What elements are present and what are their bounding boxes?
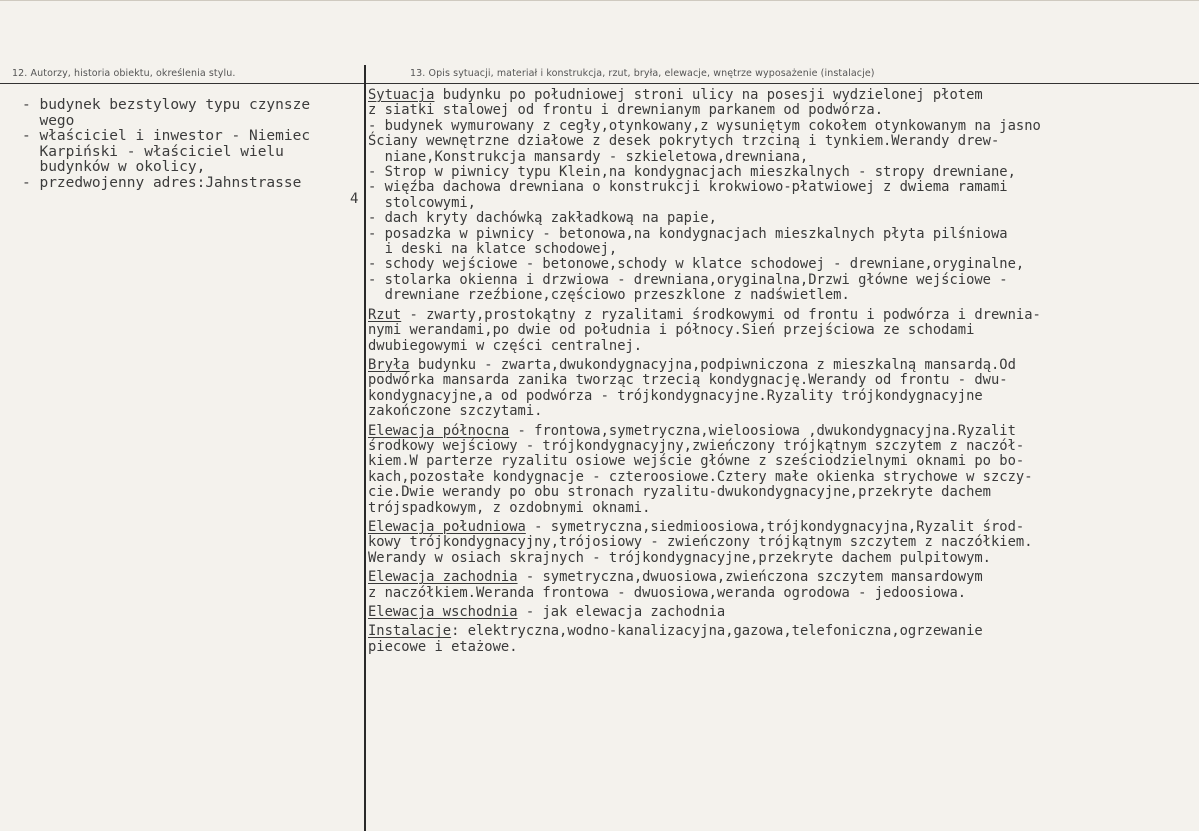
section-heading: Elewacja zachodnia	[368, 569, 518, 586]
paragraph-line: środkowy wejściowy - trójkondygnacyjny,zwieńczony trójkątnym szczytem z naczół-	[368, 437, 1025, 454]
left-column-line: - przedwojenny adres:Jahnstrasse	[22, 174, 302, 191]
left-column-line: Karpiński - właściciel wielu	[22, 143, 284, 160]
paragraph-text: : elektryczna,wodno-kanalizacyjna,gazowa,telefoniczna,ogrzewanie	[451, 623, 983, 640]
paragraph-line: - budynek wymurowany z cegły,otynkowany,z wysuniętym cokołem otynkowanym na jasno	[368, 117, 1041, 134]
paragraph-line	[368, 624, 1194, 639]
header-divider	[0, 83, 1199, 84]
right-column	[368, 88, 1194, 659]
paragraph-line: Ściany wewnętrzne działowe z desek pokrytych trzciną i tynkiem.Werandy drew-	[368, 133, 1000, 150]
section-heading: Elewacja południowa	[368, 518, 526, 535]
paragraph-line: z naczółkiem.Weranda frontowa - dwuosiowa,weranda ogrodowa - jedoosiowa.	[368, 584, 967, 601]
paragraph-line: - więźba dachowa drewniana o konstrukcji krokwiowo-płatwiowej z dwiema ramami	[368, 179, 1008, 196]
section-heading: Sytuacja	[368, 87, 435, 103]
paragraph-text: budynku po południowej stroni ulicy na posesji wydzielonej płotem	[434, 87, 983, 103]
paragraph-line: kowy trójkondygnacyjny,trójosiowy - zwieńczony trójkątnym szczytem z naczółkiem.	[368, 534, 1033, 551]
paragraph-line: cie.Dwie werandy po obu stronach ryzalitu-dwukondygnacyjne,przekryte dachem	[368, 484, 991, 501]
section-heading: Rzut	[368, 306, 402, 323]
section-heading: Elewacja wschodnia	[368, 604, 518, 620]
paragraph-text: budynku - zwarta,dwukondygnacyjna,podpiwniczona z mieszkalną mansardą.Od	[409, 356, 1016, 373]
left-column-header: 12. Autorzy, historia obiektu, określenia stylu.	[12, 68, 236, 79]
left-column-number: 4	[350, 191, 359, 207]
section-paragraph	[368, 88, 1194, 304]
paragraph-text: - zwarty,prostokątny z ryzalitami środkowymi od frontu i podwórza i drewnia-	[401, 306, 1041, 323]
left-column-line: - budynek bezstylowy typu czynsze	[22, 97, 311, 113]
paragraph-line	[368, 358, 1194, 373]
left-column-line: wego	[22, 112, 75, 129]
paragraph-line: podwórka mansarda zanika tworząc trzecią kondygnację.Werandy od frontu - dwu-	[368, 372, 1008, 389]
paragraph-text: - frontowa,symetryczna,wieloosiowa ,dwukondygnacyjna.Ryzalit	[509, 422, 1016, 439]
paragraph-line	[368, 424, 1194, 439]
paragraph-line: niane,Konstrukcja mansardy - szkieletowa,drewniana,	[368, 148, 809, 165]
paragraph-line	[368, 605, 1194, 620]
section-paragraph	[368, 520, 1194, 566]
paragraph-line: kondygnacyjne,a od podwórza - trójkondygnacyjne.Ryzality trójkondygnacyjne	[368, 387, 983, 404]
paragraph-line: - stolarka okienna i drzwiowa - drewniana,oryginalna,Drzwi główne wejściowe -	[368, 271, 1008, 288]
paragraph-line: stolcowymi,	[368, 194, 476, 211]
paragraph-line: kiem.W parterze ryzalitu osiowe wejście główne z sześciodzielnymi oknami po bo-	[368, 453, 1025, 470]
paragraph-line: - Strop w piwnicy typu Klein,na kondygnacjach mieszkalnych - stropy drewniane,	[368, 164, 1016, 181]
section-paragraph	[368, 424, 1194, 516]
paragraph-line: i deski na klatce schodowej,	[368, 241, 618, 258]
section-paragraph	[368, 605, 1194, 620]
section-heading: Instalacje	[368, 623, 452, 640]
paragraph-line: - schody wejściowe - betonowe,schody w klatce schodowej - drewniane,oryginalne,	[368, 256, 1025, 273]
paragraph-line	[368, 520, 1194, 535]
left-column-line: - właściciel i inwestor - Niemiec	[22, 128, 311, 145]
paragraph-line: - posadzka w piwnicy - betonowa,na kondygnacjach mieszkalnych płyta pilśniowa	[368, 225, 1008, 242]
paragraph-line: zakończone szczytami.	[368, 403, 543, 420]
section-heading: Elewacja północna	[368, 422, 510, 439]
section-paragraph	[368, 624, 1194, 655]
paragraph-text: - symetryczna,dwuosiowa,zwieńczona szczytem mansardowym	[517, 569, 983, 586]
section-paragraph	[368, 308, 1194, 354]
left-column	[22, 97, 364, 207]
left-column-line: budynków w okolicy,	[22, 159, 206, 176]
paragraph-line: dwubiegowymi w części centralnej.	[368, 337, 643, 354]
paragraph-line	[368, 570, 1194, 585]
paragraph-line: piecowe i etażowe.	[368, 638, 518, 655]
section-paragraph	[368, 358, 1194, 420]
paragraph-line: trójspadkowym, z ozdobnymi oknami.	[368, 499, 651, 516]
column-divider	[364, 65, 366, 831]
paragraph-line	[368, 88, 1194, 103]
paragraph-line	[368, 308, 1194, 323]
paragraph-line: nymi werandami,po dwie od południa i północy.Sień przejściowa ze schodami	[368, 322, 975, 339]
paragraph-line: - dach kryty dachówką zakładkową na papie,	[368, 210, 717, 227]
paragraph-line: z siatki stalowej od frontu i drewnianym parkanem od podwórza.	[368, 102, 883, 119]
paragraph-line: Werandy w osiach skrajnych - trójkondygnacyjne,przekryte dachem pulpitowym.	[368, 549, 991, 566]
paragraph-line: drewniane rzeźbione,częściowo przeszklone z nadświetlem.	[368, 287, 850, 304]
section-heading: Bryła	[368, 356, 410, 373]
right-column-header: 13. Opis sytuacji, materiał i konstrukcja, rzut, bryła, elewacje, wnętrze wyposażenie (instalacje)	[410, 68, 875, 79]
section-paragraph	[368, 570, 1194, 601]
paragraph-text: - jak elewacja zachodnia	[517, 604, 726, 620]
paragraph-text: - symetryczna,siedmioosiowa,trójkondygnacyjna,Ryzalit środ-	[525, 518, 1025, 535]
paragraph-line: kach,pozostałe kondygnacje - czteroosiowe.Cztery małe okienka strychowe w szczy-	[368, 468, 1033, 485]
